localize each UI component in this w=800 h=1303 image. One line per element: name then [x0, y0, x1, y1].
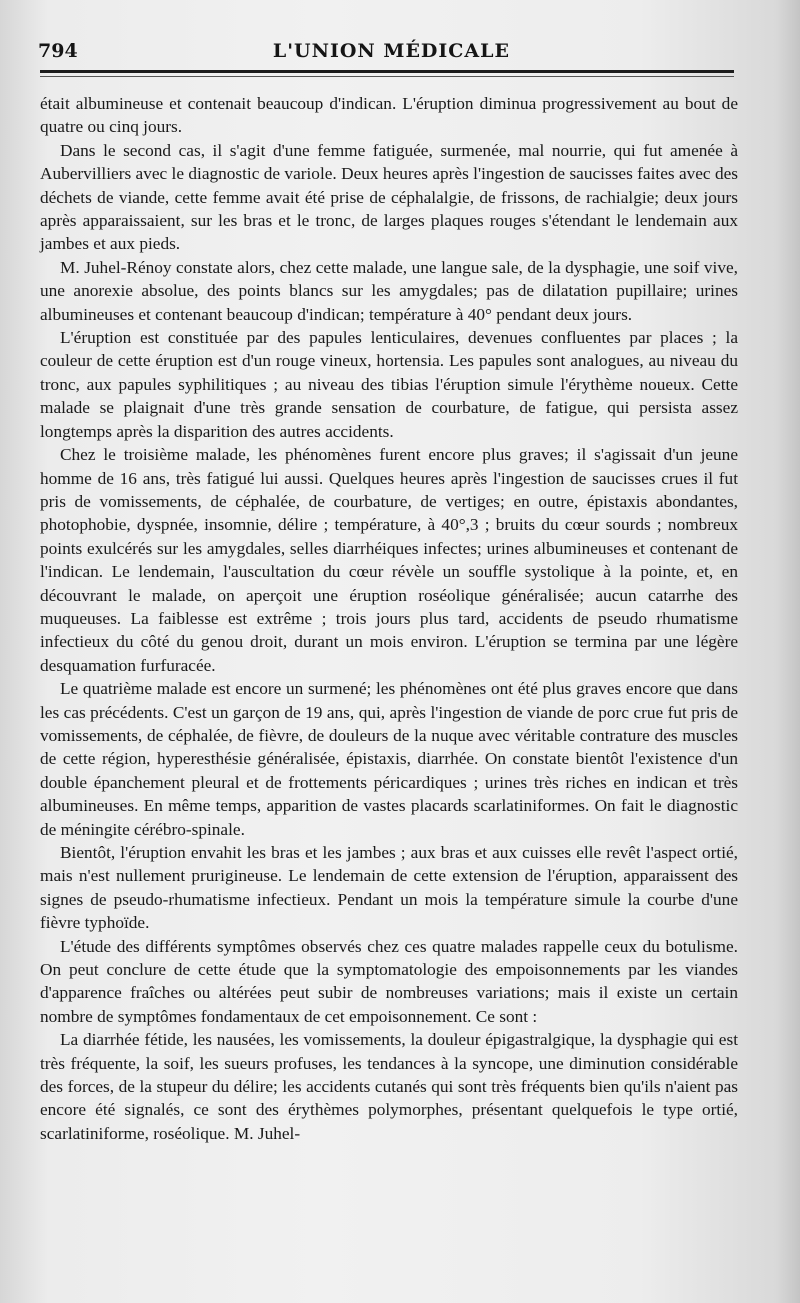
- running-title: L'UNION MÉDICALE: [272, 40, 510, 62]
- body-text: [40, 92, 738, 1145]
- paragraph: L'étude des différents symptômes observés chez ces quatre malades rappelle ceux du botulisme. On peut conclure de cette étude que la symptomatologie des empoisonnements par les viandes d'apparence fraîches ou altérées peut subir de nombreuses variations; mais il existe un certain nombre de symptômes fondamentaux de cet empoisonnement. Ce sont :: [40, 936, 738, 1026]
- header-rule-thin: [40, 76, 734, 77]
- paragraph: Bientôt, l'éruption envahit les bras et les jambes ; aux bras et aux cuisses elle revêt l'aspect ortié, mais n'est nullement prurigineuse. Le lendemain de cette extension de l'éruption, apparaissent des signes de pseudo-rhumatisme infectieux. Pendant un mois la température simule la courbe d'une fièvre typhoïde.: [40, 843, 738, 933]
- page-header: [38, 32, 740, 62]
- paragraph: Dans le second cas, il s'agit d'une femme fatiguée, surmenée, mal nourrie, qui fut amenée à Aubervilliers avec le diagnostic de variole. Deux heures après l'ingestion de saucisses faites avec des déchets de viande, cette femme avait été prise de céphalalgie, de frissons, de rachialgie; deux jours après apparaissaient, sur les bras et le tronc, de larges plaques rouges s'étendant le lendemain aux jambes et aux pieds.: [40, 140, 738, 254]
- paragraph: Le quatrième malade est encore un surmené; les phénomènes ont été plus graves encore que dans les cas précédents. C'est un garçon de 19 ans, qui, après l'ingestion de viande de porc crue fut pris de vomissements, de céphalée, de fièvre, de douleurs de la nuque avec véritable contrature des muscles de cette région, hyperesthésie généralisée, épistaxis, diarrhée. On constate bientôt l'existence d'un double épanchement pleural et de frottements péricardiques ; urines très riches en indican et très albumineuses. En même temps, apparition de vastes placards scarlatiniformes. On fait le diagnostic de méningite cérébro-spinale.: [40, 679, 738, 839]
- paragraph: La diarrhée fétide, les nausées, les vomissements, la douleur épigastralgique, la dysphagie qui est très fréquente, la soif, les sueurs profuses, les tendances à la syncope, une diminution considérable des forces, de la stupeur du délire; les accidents cutanés qui sont très fréquents bien qu'ils n'aient pas encore été signalés, ce sont des érythèmes polymorphes, présentant quelquefois le type ortié, scarlatiniforme, roséolique. M. Juhel-: [40, 1030, 738, 1143]
- paragraph: Chez le troisième malade, les phénomènes furent encore plus graves; il s'agissait d'un jeune homme de 16 ans, très fatigué lui aussi. Quelques heures après l'ingestion de saucisses crues il fut pris de vomissements, de céphalée, de courbature, de vertiges; en outre, épistaxis abondantes, photophobie, dyspnée, insomnie, délire ; température, à 40°,3 ; bruits du cœur sourds ; nombreux points exulcérés sur les amygdales, selles diarrhéiques infectes; urines albumineuses et contenant de l'indican. Le lendemain, l'auscultation du cœur révèle un souffle systolique à la pointe, et, en découvrant le malade, on aperçoit une éruption roséolique généralisée; aucun catarrhe des muqueuses. La faiblesse est extrême ; trois jours plus tard, accidents de pseudo rhumatisme infectieux du côté du genou droit, durant un mois environ. L'éruption se termina par une légère desquamation furfuracée.: [40, 445, 738, 675]
- paragraph: M. Juhel-Rénoy constate alors, chez cette malade, une langue sale, de la dysphagie, une soif vive, une anorexie absolue, des points blancs sur les amygdales; pas de dilatation pupillaire; urines albumineuses et contenant beaucoup d'indican; température à 40° pendant deux jours.: [40, 257, 738, 324]
- paragraph: L'éruption est constituée par des papules lenticulaires, devenues confluentes par places ; la couleur de cette éruption est d'un rouge vineux, hortensia. Les papules sont analogues, au niveau du tronc, aux papules syphilitiques ; au niveau des tibias l'éruption simule l'érythème noueux. Cette malade se plaignait d'une très grande sensation de courbature, de fatigue, qui persista assez longtemps après la disparition des autres accidents.: [40, 328, 738, 441]
- paragraph: était albumineuse et contenait beaucoup d'indican. L'éruption diminua progressivement au bout de quatre ou cinq jours.: [40, 94, 738, 137]
- header-rule: [40, 70, 734, 73]
- page-number: 794: [38, 40, 78, 62]
